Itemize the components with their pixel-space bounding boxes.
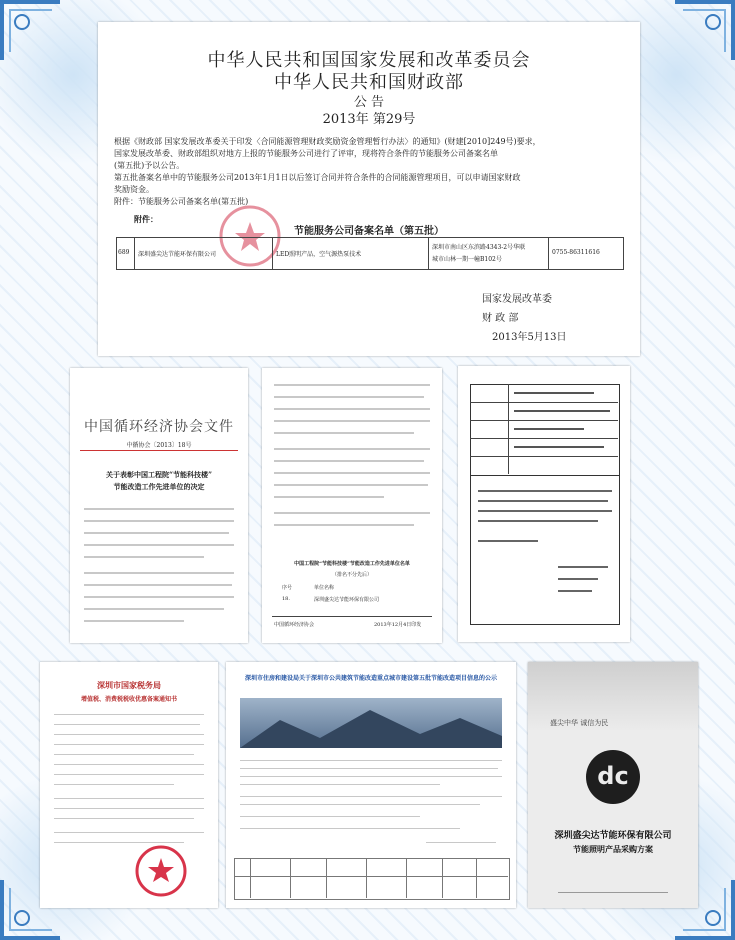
- award-col-name: 单位名称: [314, 585, 335, 591]
- form-text: [478, 510, 612, 512]
- text-line: [54, 764, 204, 765]
- award-row-no: 18.: [282, 596, 290, 602]
- notice-header-2: 中华人民共和国财政部: [274, 72, 464, 93]
- corner-ornament-top-right: [673, 0, 735, 62]
- form-body: [470, 474, 620, 625]
- award-list-document: [262, 368, 442, 643]
- notice-para-2: 国家发展改革委、财政部组织对地方上报的节能服务公司进行了评审，现将符合条件的节能服务公司备案名单: [114, 149, 498, 158]
- notice-document: [98, 22, 640, 356]
- tax-bureau-title: 深圳市国家税务局: [97, 680, 161, 690]
- text-line: [84, 608, 224, 610]
- text-line: [274, 408, 430, 410]
- text-line: [274, 472, 430, 474]
- text-line: [54, 798, 204, 799]
- project-col-rule: [250, 858, 251, 898]
- text-line: [274, 524, 414, 526]
- text-line: [240, 760, 502, 761]
- project-col-rule: [366, 858, 367, 898]
- tax-form-document: [458, 366, 630, 642]
- text-line: [240, 776, 502, 777]
- text-line: [54, 808, 204, 809]
- association-document: [70, 368, 248, 643]
- text-line: [84, 596, 234, 598]
- table-col-divider: [623, 237, 624, 270]
- association-red-rule: [80, 450, 238, 451]
- company-cover-document: [528, 662, 698, 908]
- project-table-rule: [234, 876, 508, 877]
- form-col-rule: [508, 384, 509, 474]
- text-line: [274, 448, 430, 450]
- form-row-rule: [470, 402, 618, 403]
- award-footer-left: 中国循环经济协会: [274, 622, 315, 628]
- award-list-heading: 中国工程院“节能科技楼”节能改造工作先进单位名单: [294, 561, 410, 567]
- award-list-sub: （排名不分先后）: [331, 572, 372, 578]
- text-line: [274, 460, 424, 462]
- form-row-rule: [470, 438, 618, 439]
- row-address-1: 深圳市南山区东滨路4343-2号华联: [432, 244, 526, 251]
- form-text: [478, 500, 608, 502]
- notice-para-3: (第五批)予以公告。: [114, 161, 185, 170]
- list-title: 节能服务公司备案名单（第五批）: [294, 226, 444, 237]
- notice-header-1: 中华人民共和国国家发展和改革委员会: [207, 50, 531, 71]
- signatory-mof: 财 政 部: [482, 313, 519, 324]
- table-col-divider: [272, 237, 273, 270]
- text-line: [54, 842, 184, 843]
- form-text: [558, 566, 608, 568]
- row-address-2: 城市山林一期一幢B102号: [432, 256, 502, 263]
- notice-date: 2013年5月13日: [492, 332, 567, 343]
- housing-bureau-document: [226, 662, 516, 908]
- notice-para-1: 根据《财政部 国家发展改革委关于印发〈合同能源管理财政奖励资金管理暂行办法〉的通知》(财建[2010]249号)要求，: [114, 137, 541, 146]
- form-row-rule: [470, 420, 618, 421]
- notice-para-5: 奖励资金。: [114, 185, 154, 194]
- text-line: [274, 432, 414, 434]
- text-line: [274, 396, 424, 398]
- notice-para-4: 第五批备案名单中的节能服务公司2013年1月1日以后签订合同并符合条件的合同能源管理项目，可以申请国家财政: [114, 173, 521, 182]
- text-line: [54, 832, 204, 833]
- project-col-rule: [442, 858, 443, 898]
- project-col-rule: [326, 858, 327, 898]
- text-line: [274, 484, 428, 486]
- text-line: [240, 768, 498, 769]
- text-line: [84, 556, 204, 558]
- form-row-rule: [470, 456, 618, 457]
- notice-header-3: 公 告: [353, 95, 385, 110]
- table-col-divider: [548, 237, 549, 270]
- text-line: [54, 724, 200, 725]
- form-text: [558, 590, 592, 592]
- text-line: [84, 508, 234, 510]
- form-text: [514, 446, 604, 448]
- award-row-name: 深圳盛尖达节能环保有限公司: [314, 597, 380, 603]
- cover-slogan: 盛尖中华 诚信为民: [550, 719, 609, 727]
- text-line: [84, 572, 234, 574]
- text-line: [240, 804, 480, 805]
- tax-bureau-subtitle: 增值税、消费税税收优惠备案通知书: [80, 696, 177, 703]
- text-line: [240, 796, 502, 797]
- form-text: [514, 410, 610, 412]
- text-line: [84, 532, 229, 534]
- company-logo-text: dc: [597, 762, 629, 790]
- text-line: [54, 818, 194, 819]
- cover-footer-line: [558, 892, 668, 893]
- form-text: [558, 578, 598, 580]
- text-line: [54, 784, 174, 785]
- text-line: [240, 816, 420, 817]
- notice-number: 2013年 第29号: [322, 112, 416, 127]
- landscape-banner: [240, 698, 502, 748]
- tax-bureau-stamp: [134, 844, 188, 898]
- cover-company-name: 深圳盛尖达节能环保有限公司: [554, 831, 672, 841]
- text-line: [54, 714, 204, 715]
- row-company: 深圳盛尖达节能环保有限公司: [138, 251, 217, 258]
- project-col-rule: [406, 858, 407, 898]
- text-line: [84, 620, 184, 622]
- table-col-divider: [134, 237, 135, 270]
- association-subtitle-2: 节能改造工作先进单位的决定: [113, 482, 205, 491]
- form-text: [514, 392, 594, 394]
- text-line: [84, 584, 232, 586]
- row-number: 689: [118, 249, 130, 256]
- text-line: [274, 384, 430, 386]
- attachment-label: 附件：: [134, 214, 158, 224]
- cover-product-title: 节能照明产品采购方案: [573, 844, 653, 854]
- table-col-divider: [116, 237, 117, 270]
- signatory-ndrc: 国家发展改革委: [482, 294, 552, 305]
- text-line: [274, 496, 384, 498]
- text-line: [274, 512, 430, 514]
- text-line: [240, 784, 440, 785]
- text-line: [54, 754, 194, 755]
- form-text: [478, 520, 598, 522]
- form-text: [478, 540, 538, 542]
- row-phone: 0755-86311616: [552, 249, 600, 256]
- mountain-icon: [240, 698, 502, 748]
- corner-ornament-top-left: [0, 0, 62, 62]
- text-line: [84, 520, 234, 522]
- text-line: [84, 544, 234, 546]
- text-line: [54, 774, 204, 775]
- association-number: 中循协会〔2013〕18号: [126, 442, 192, 449]
- form-table: [470, 384, 620, 476]
- text-line: [426, 842, 496, 843]
- text-line: [274, 420, 430, 422]
- form-text: [514, 428, 584, 430]
- association-subtitle-1: 关于表彰中国工程院“节能科技楼”: [105, 470, 213, 479]
- text-line: [54, 734, 204, 735]
- project-col-rule: [290, 858, 291, 898]
- project-col-rule: [476, 858, 477, 898]
- award-footer-right: 2013年12月4日印发: [374, 622, 422, 628]
- notice-para-6: 附件：节能服务公司备案名单(第五批): [114, 197, 249, 206]
- row-product: LED照明产品，空气源热泵技术: [276, 251, 362, 258]
- text-line: [240, 828, 460, 829]
- award-col-no: 序号: [282, 585, 293, 591]
- association-title: 中国循环经济协会文件: [84, 419, 234, 435]
- text-line: [54, 744, 204, 745]
- table-col-divider: [428, 237, 429, 270]
- form-text: [478, 490, 612, 492]
- project-table: [234, 858, 510, 900]
- company-logo: [586, 750, 640, 804]
- housing-bureau-title: 深圳市住房和建设局关于深圳市公共建筑节能改造重点城市建设第五批节能改造项目信息的公示: [244, 675, 497, 682]
- footer-rule: [272, 616, 432, 617]
- tax-bureau-document: [40, 662, 218, 908]
